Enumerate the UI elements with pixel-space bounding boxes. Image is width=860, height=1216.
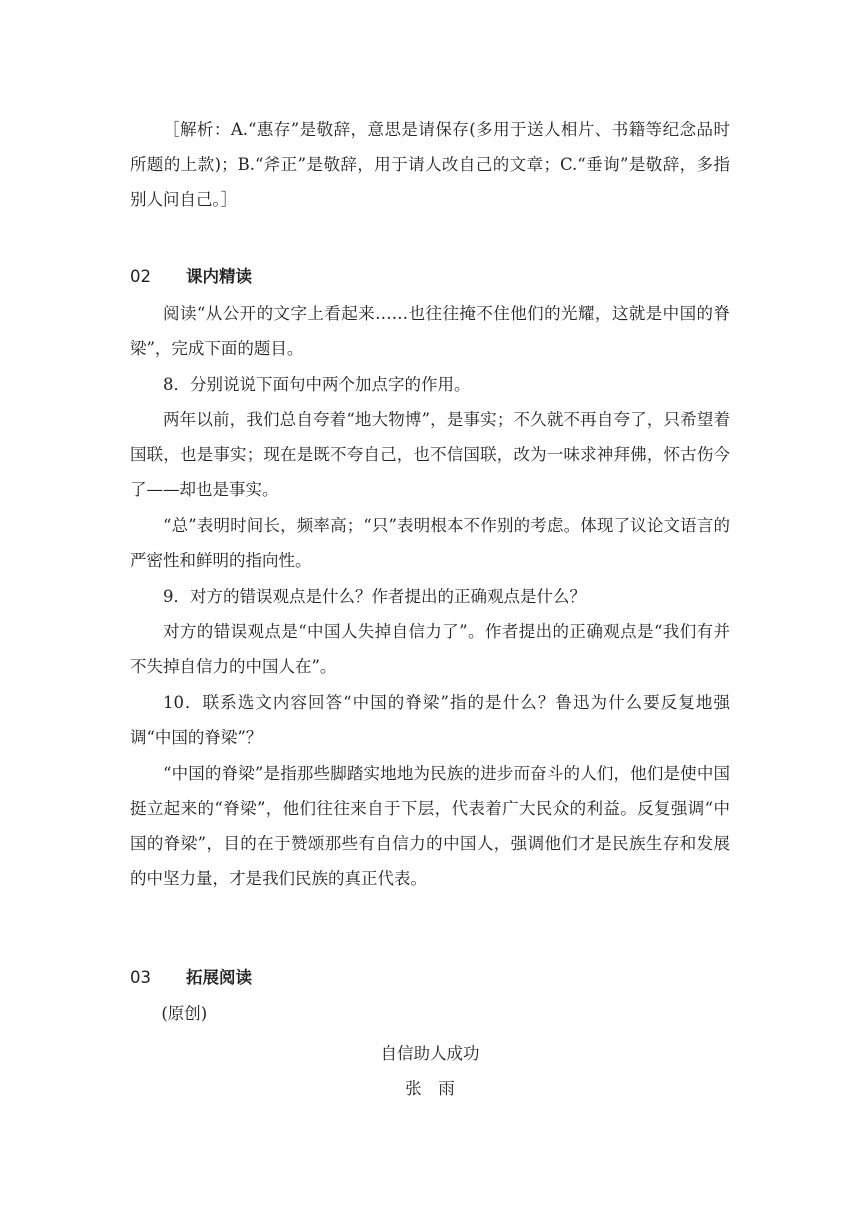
question-8: 8．分别说说下面句中两个加点字的作用。 [163, 375, 471, 394]
question-10: 10．联系选文内容回答“中国的脊梁”指的是什么？鲁迅为什么要反复地强调“中国的脊梁”？ [130, 693, 730, 747]
section-number: 02 [130, 267, 151, 286]
section-number: 03 [130, 968, 151, 987]
section-title: 拓展阅读 [186, 968, 252, 987]
section-heading-02 [130, 259, 252, 294]
reading-intro: 阅读“从公开的文字上看起来……也往往掩不住他们的光耀，这就是中国的脊梁”，完成下面的题目。 [130, 304, 730, 358]
answer-10: “中国的脊梁”是指那些脚踏实地地为民族的进步而奋斗的人们，他们是使中国挺立起来的“脊梁”，他们往往来自于下层，代表着广大民众的利益。反复强调“中国的脊梁”，目的在于赞颂那些有自信力的中国人，强调他们才是民族生存和发展的中坚力量，才是我们民族的真正代表。 [130, 764, 730, 888]
section-title: 课内精读 [186, 267, 252, 286]
article-title: 自信助人成功 [380, 1044, 480, 1063]
analysis-paragraph: ［解析：A.“惠存”是敬辞，意思是请保存(多用于送人相片、书籍等纪念品时所题的上款)；B.“斧正”是敬辞，用于请人改自己的文章；C.“垂询”是敬辞，多指别人问自己。］ [130, 120, 730, 209]
question-8-quote: 两年以前，我们总自夸着“地大物博”，是事实；不久就不再自夸了，只希望着国联，也是事实；现在是既不夸自己，也不信国联，改为一味求神拜佛，怀古伤今了——却也是事实。 [130, 410, 730, 499]
answer-9: 对方的错误观点是“中国人失掉自信力了”。作者提出的正确观点是“我们有并不失掉自信力的中国人在”。 [130, 622, 730, 676]
answer-8: “总”表明时间长，频率高；“只”表明根本不作别的考虑。体现了议论文语言的严密性和鲜明的指向性。 [130, 516, 730, 570]
section-heading-03 [130, 960, 252, 995]
origin-note: (原创) [161, 1004, 208, 1023]
article-author: 张 雨 [405, 1079, 455, 1098]
question-9: 9．对方的错误观点是什么？作者提出的正确观点是什么？ [163, 587, 586, 606]
